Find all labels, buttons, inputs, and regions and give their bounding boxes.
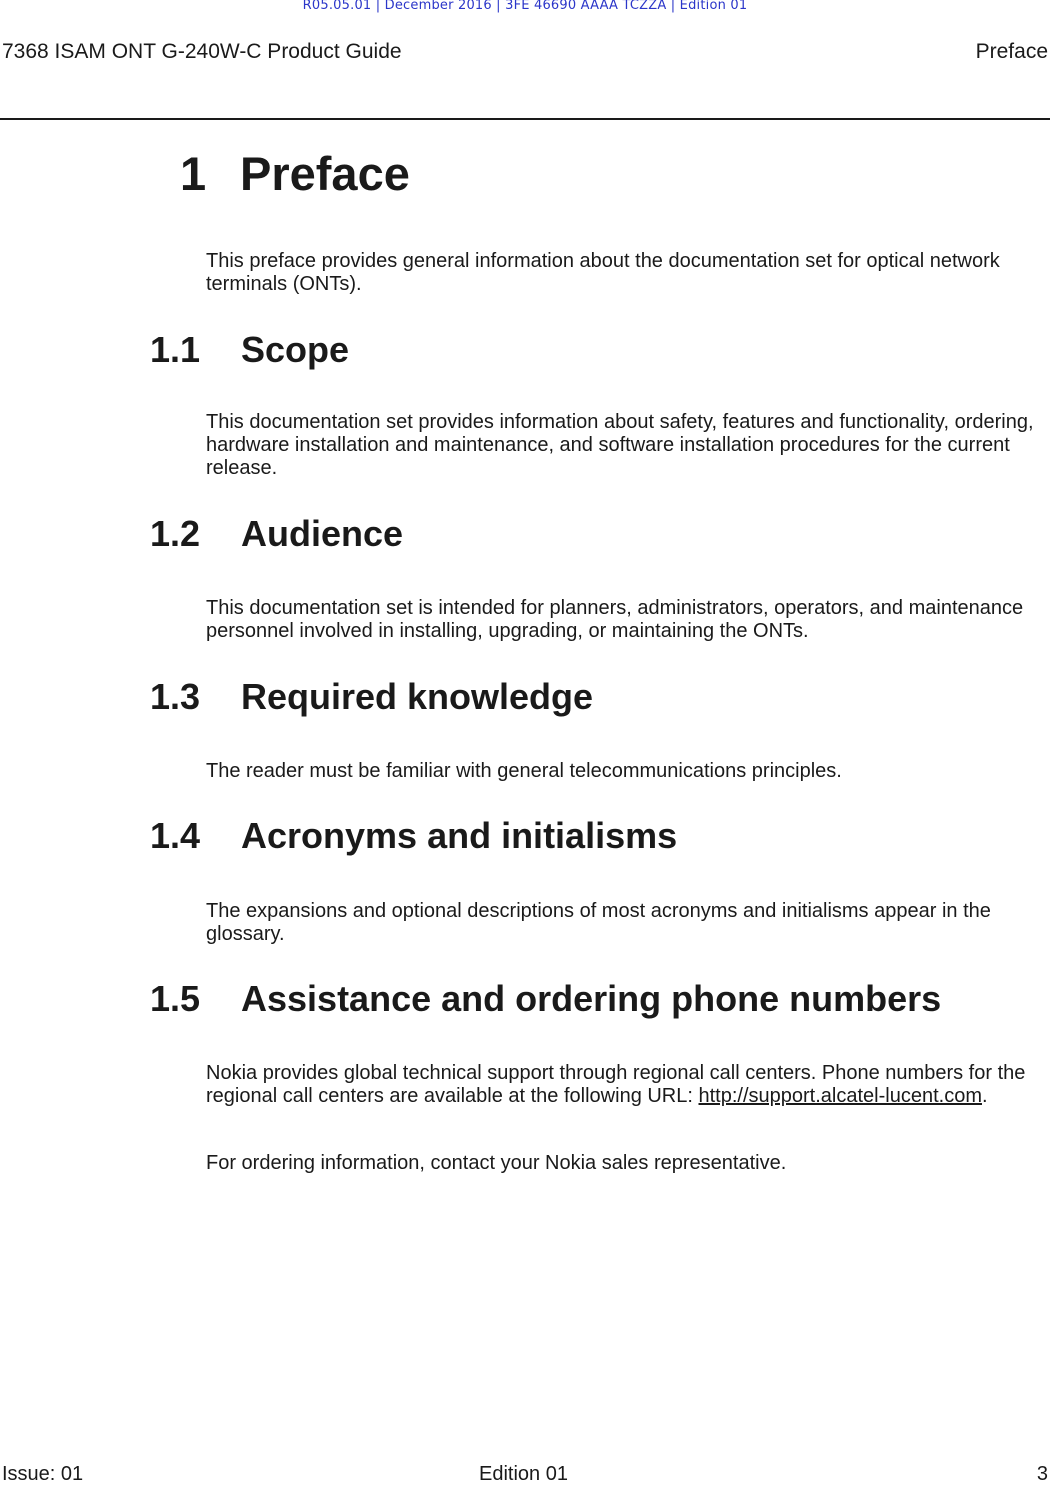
- section-heading-assistance: [150, 978, 941, 1020]
- section-number: 1.1: [150, 329, 201, 370]
- header-divider: [0, 118, 1050, 120]
- footer-edition: Edition 01: [479, 1463, 568, 1485]
- section-number: 1.3: [150, 676, 201, 717]
- chapter-title-text: Preface: [240, 147, 410, 200]
- footer-issue: Issue: 01: [2, 1463, 84, 1485]
- footer-page-number: 3: [1036, 1463, 1048, 1485]
- section-body-assistance: [206, 1062, 1048, 1108]
- section-number: 1.5: [150, 978, 201, 1019]
- section-number: 1.2: [150, 513, 201, 554]
- section-title-text: Acronyms and initialisms: [241, 815, 678, 856]
- chapter-intro: This preface provides general information about the documentation set for optical network terminals (ONTs).: [206, 250, 1000, 295]
- section-body-required-knowledge: The reader must be familiar with general telecommunications principles.: [206, 760, 842, 782]
- chapter-title: [180, 146, 410, 201]
- section-heading-audience: [150, 513, 403, 555]
- section-heading-acronyms: [150, 815, 677, 857]
- assistance-text-end: .: [981, 1085, 988, 1107]
- chapter-number: 1: [180, 147, 207, 200]
- section-title-text: Scope: [241, 329, 350, 370]
- section-title-text: Required knowledge: [241, 676, 594, 717]
- section-body-audience: This documentation set is intended for planners, administrators, operators, and maintenance personnel involved in installing, upgrading, or maintaining the ONTs.: [206, 597, 1024, 642]
- assistance-text: Nokia provides global technical support through regional call centers. Phone numbers for the regional call centers are available at the following URL:: [206, 1062, 1026, 1107]
- section-title-text: Assistance and ordering phone numbers: [241, 978, 942, 1019]
- section-heading-required-knowledge: [150, 676, 593, 718]
- section-body-ordering: For ordering information, contact your Nokia sales representative.: [206, 1152, 787, 1174]
- support-url-link[interactable]: http://support.alcatel-lucent.com: [698, 1085, 982, 1107]
- header-document-title: 7368 ISAM ONT G-240W-C Product Guide: [2, 40, 402, 63]
- section-heading-scope: [150, 329, 349, 371]
- section-number: 1.4: [150, 815, 201, 856]
- section-title-text: Audience: [241, 513, 404, 554]
- header-chapter-name: Preface: [975, 40, 1048, 63]
- section-body-acronyms: The expansions and optional descriptions of most acronyms and initialisms appear in the glossary.: [206, 900, 991, 945]
- section-body-scope: This documentation set provides information about safety, features and functionality, ordering, hardware installation and maintenance, and software installation procedures for the current release.: [206, 411, 1034, 479]
- document-watermark: R05.05.01 | December 2016 | 3FE 46690 AAAA TCZZA | Edition 01: [302, 0, 748, 13]
